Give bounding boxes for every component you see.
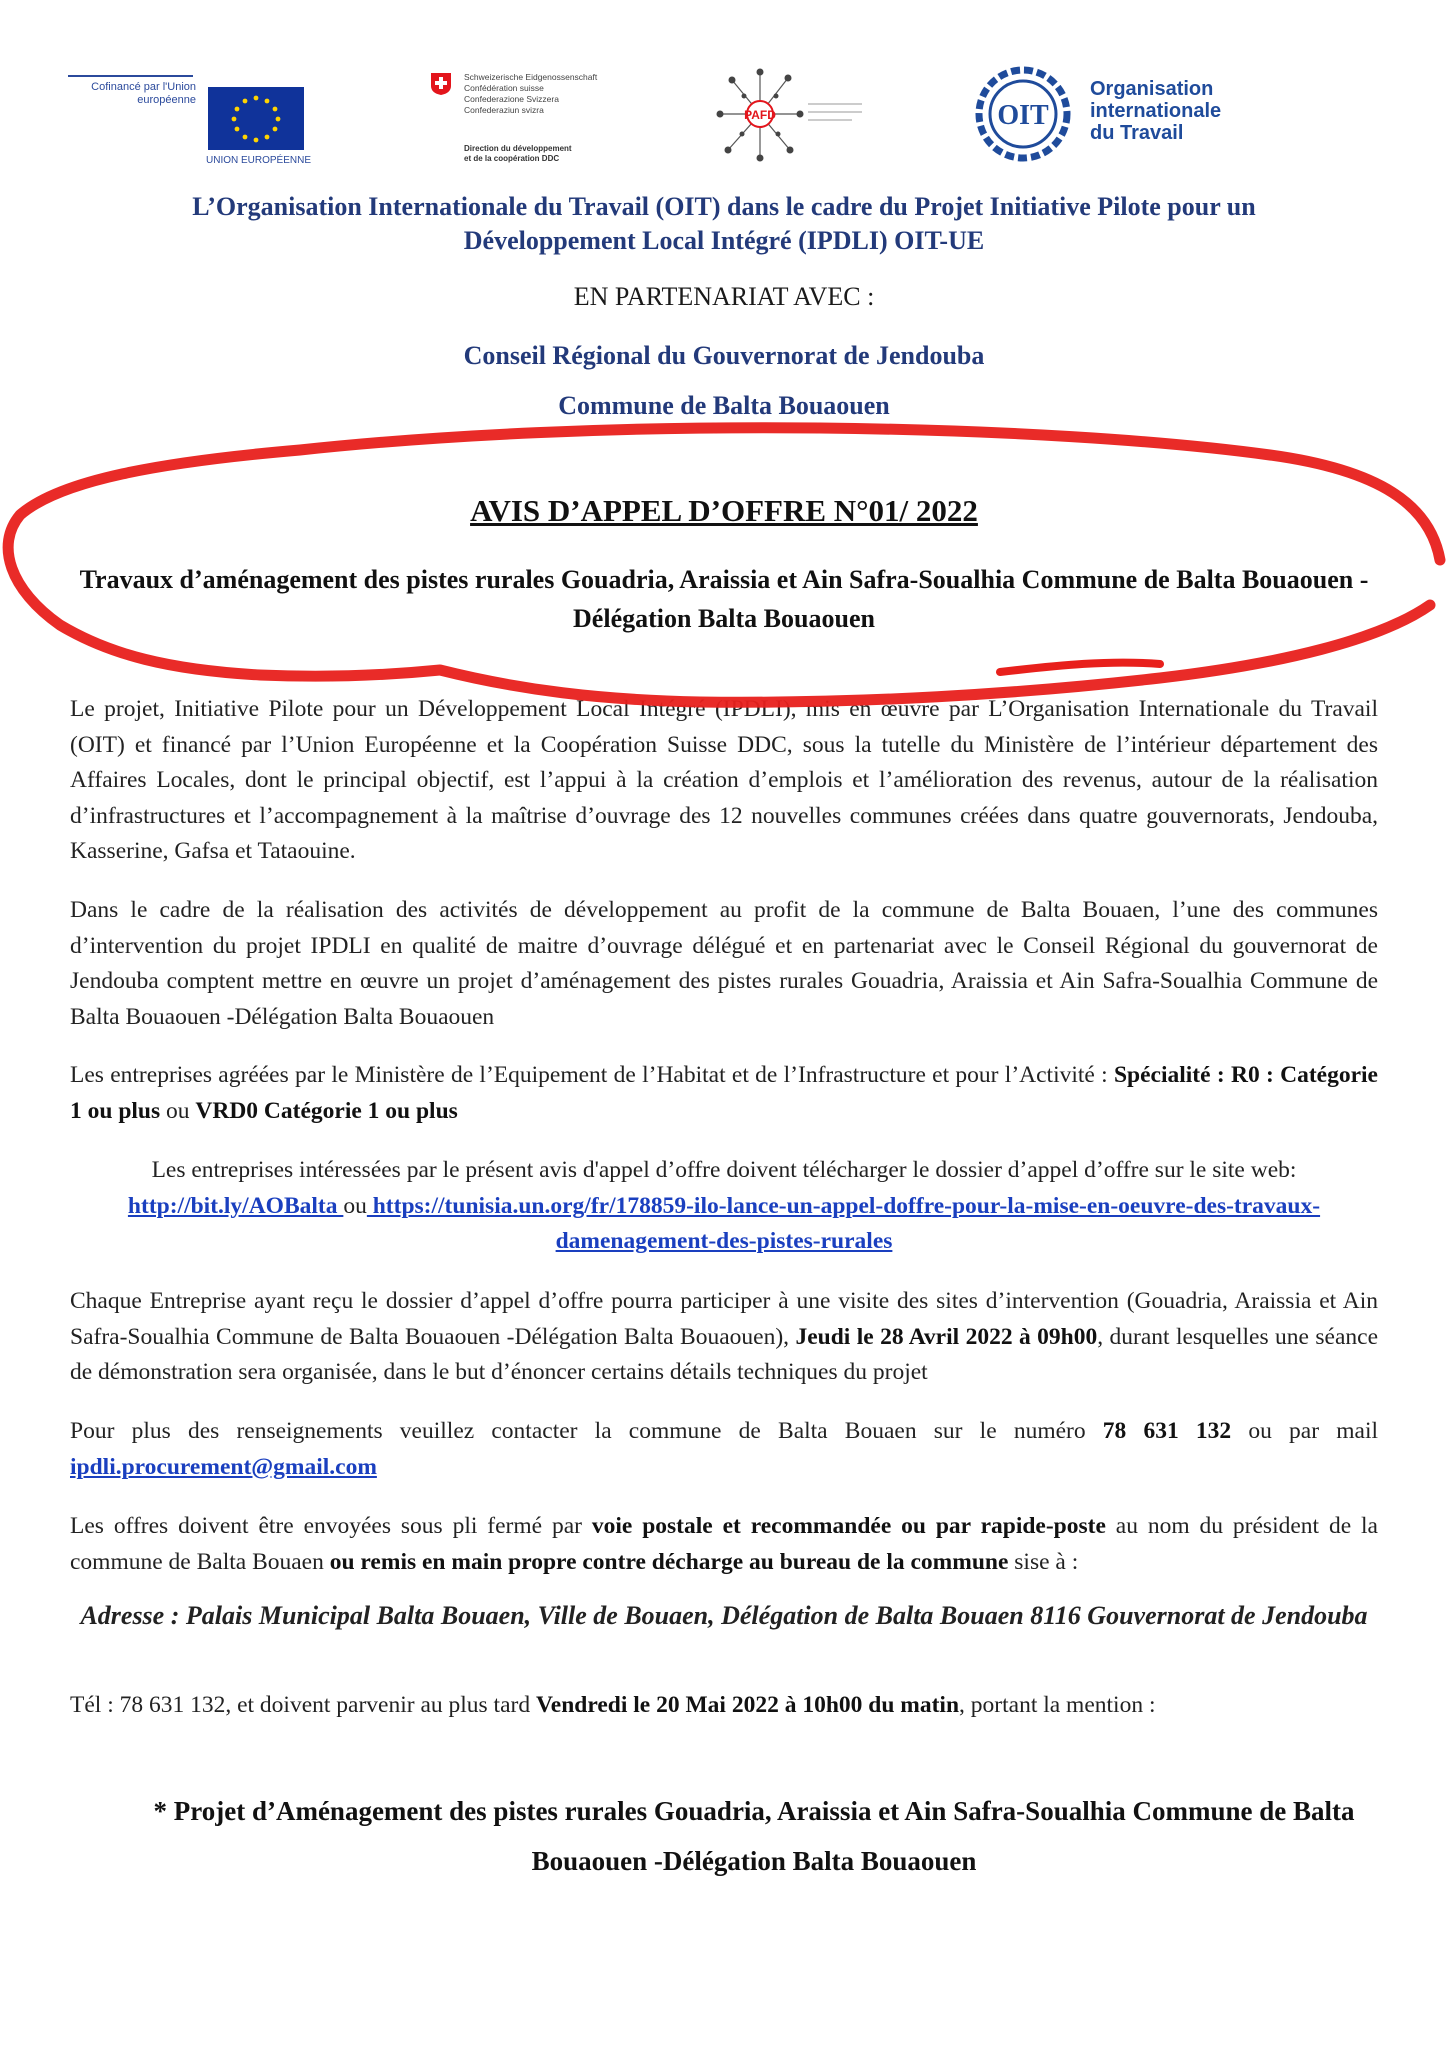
- submission-hand: ou remis en main propre contre décharge au bureau de la commune: [329, 1548, 1009, 1575]
- deadline-text-end: , portant la mention :: [959, 1692, 1156, 1718]
- deadline-date: Vendredi le 20 Mai 2022 à 10h00 du matin: [535, 1692, 960, 1718]
- paragraph-project: Le projet, Initiative Pilote pour un Développement Local Intégré (IPDLI), mis en œuvre par L’Organisation Internationale du Travail (OIT) et financé par l’Union Européenne et la Coopération Suisse DDC, sous la tutelle du Ministère de l’intérieur département des Affaires Locales, dont le principal objectif, est l’appui à la création d’emplois et l’amélioration des revenus, autour de la réalisation d’infrastructures et l’accompagnement à la maîtrise d’ouvrage des 12 nouvelles communes créées dans quatre gouvernorats, Jendouba, Kasserine, Gafsa et Tataouine.: [70, 696, 1378, 864]
- eu-label: UNION EUROPÉENNE: [206, 155, 312, 166]
- paragraph-submission: [70, 1509, 1378, 1580]
- oit-emblem-text: OIT: [997, 100, 1049, 131]
- swiss-flag-icon: [430, 72, 452, 96]
- eligibility-speciality: Spécialité : R0 : Catégorie 1 ou plus: [70, 1062, 1378, 1124]
- header-line-1: L’Organisation Internationale du Travail (OIT) dans le cadre du Projet Initiative Pilote pour un: [192, 192, 1256, 221]
- deadline-text: Tél : 78 631 132, et doivent parvenir au plus tard: [70, 1692, 536, 1718]
- eligibility-or: ou: [160, 1097, 196, 1124]
- partnership-label: EN PARTENARIAT AVEC :: [573, 282, 875, 311]
- header-line-2: Développement Local Intégré (IPDLI) OIT-UE: [463, 226, 985, 255]
- paragraph-context: Dans le cadre de la réalisation des activités de développement au profit de la commune de Balta Bouaen, l’une des communes d’intervention du projet IPDLI en qualité de maitre d’ouvrage délégué et en partenariat avec le Conseil Régional du gouvernorat de Jendouba comptent mettre en œuvre un projet d’aménagement des pistes rurales Gouadria, Araissia et Ain Safra-Soualhia Commune de Balta Bouaouen -Délégation Balta Bouaouen: [70, 897, 1378, 1030]
- paragraph-deadline: [70, 1688, 1378, 1724]
- contact-phone: 78 631 132: [1102, 1418, 1232, 1444]
- eu-logo: [68, 75, 313, 166]
- site-visit-date: Jeudi le 28 Avril 2022 à 09h00: [795, 1323, 1098, 1350]
- logos-row: [0, 60, 1448, 170]
- swiss-logo: [430, 72, 610, 167]
- swiss-direction-text: Direction du développement et de la coopération DDC: [464, 144, 572, 163]
- eligibility-vrd: VRD0 Catégorie 1 ou plus: [195, 1097, 458, 1124]
- pafd-network-icon: [712, 66, 872, 166]
- partner-council: Conseil Régional du Gouvernorat de Jendouba: [463, 341, 985, 370]
- oit-name: Organisation internationale du Travail: [1090, 78, 1222, 144]
- contact-or-mail: ou par mail: [1231, 1418, 1378, 1444]
- notice-title: AVIS D’APPEL D’OFFRE N°01/ 2022: [470, 493, 978, 528]
- address: Adresse : Palais Municipal Balta Bouaen, Ville de Bouaen, Délégation de Balta Bouaen 8116 Gouvernorat de Jendouba: [80, 1601, 1368, 1630]
- notice-subtitle: Travaux d’aménagement des pistes rurales Gouadria, Araissia et Ain Safra-Soualhia Commune de Balta Bouaouen -Délégation Balta Bouaouen: [79, 565, 1369, 633]
- paragraph-contact: [70, 1414, 1378, 1485]
- link-bitly[interactable]: http://bit.ly/AOBalta: [127, 1192, 344, 1219]
- oit-emblem-icon: [968, 66, 1078, 162]
- paragraph-site-visit: [70, 1284, 1378, 1391]
- site-visit-text: Chaque Entreprise ayant reçu le dossier d’appel d’offre pourra participer à une visite des sites d’intervention (Gouadria, Araissia et Ain Safra-Soualhia Commune de Balta Bouaouen -Délégation Balta Bouaouen),: [70, 1288, 1378, 1350]
- partner-commune: Commune de Balta Bouaouen: [558, 391, 890, 420]
- project-mention: * Projet d’Aménagement des pistes rurales Gouadria, Araissia et Ain Safra-Soualhia Commune de Balta Bouaouen -Délégation Balta Bouaouen: [153, 1796, 1355, 1876]
- eu-cofin-text: Cofinancé par l'Union européenne: [91, 81, 196, 106]
- eu-flag-icon: [208, 87, 304, 150]
- link-tunisia-un[interactable]: https://tunisia.un.org/fr/178859-ilo-lance-un-appel-doffre-pour-la-mise-en-oeuvre-des-travaux-damenagement-des-pistes-rurales: [366, 1192, 1321, 1254]
- oit-logo: [968, 66, 1248, 166]
- paragraph-download: [70, 1153, 1378, 1260]
- pafd-label: PAFD: [744, 108, 776, 122]
- download-text: Les entreprises intéressées par le présent avis d'appel d’offre doivent télécharger le dossier d’appel d’offre sur le site web:: [151, 1157, 1297, 1183]
- paragraph-eligibility: [70, 1058, 1378, 1129]
- contact-email-link[interactable]: ipdli.procurement@gmail.com: [70, 1453, 377, 1480]
- pafd-logo: [712, 66, 872, 166]
- submission-text-2: au nom du président de la commune de Balta Bouaen: [70, 1513, 1378, 1575]
- contact-text: Pour plus des renseignements veuillez contacter la commune de Balta Bouaen sur le numéro: [70, 1418, 1103, 1444]
- submission-text: Les offres doivent être envoyées sous pli fermé par: [70, 1513, 592, 1539]
- submission-text-3: sise à :: [1008, 1548, 1079, 1575]
- download-or: ou: [343, 1192, 367, 1219]
- swiss-text: Schweizerische Eidgenossenschaft Confédération suisse Confederazione Svizzera Confederaziun svizra: [464, 72, 598, 115]
- eu-rule: [68, 75, 193, 77]
- site-visit-text-end: , durant lesquelles une séance de démonstration sera organisée, dans le but d’énoncer certains détails techniques du projet: [70, 1323, 1378, 1385]
- submission-postal: voie postale et recommandée ou par rapide-poste: [591, 1513, 1106, 1539]
- eligibility-text: Les entreprises agréées par le Ministère de l’Equipement de l’Habitat et de l’Infrastructure et pour l’Activité :: [70, 1062, 1114, 1088]
